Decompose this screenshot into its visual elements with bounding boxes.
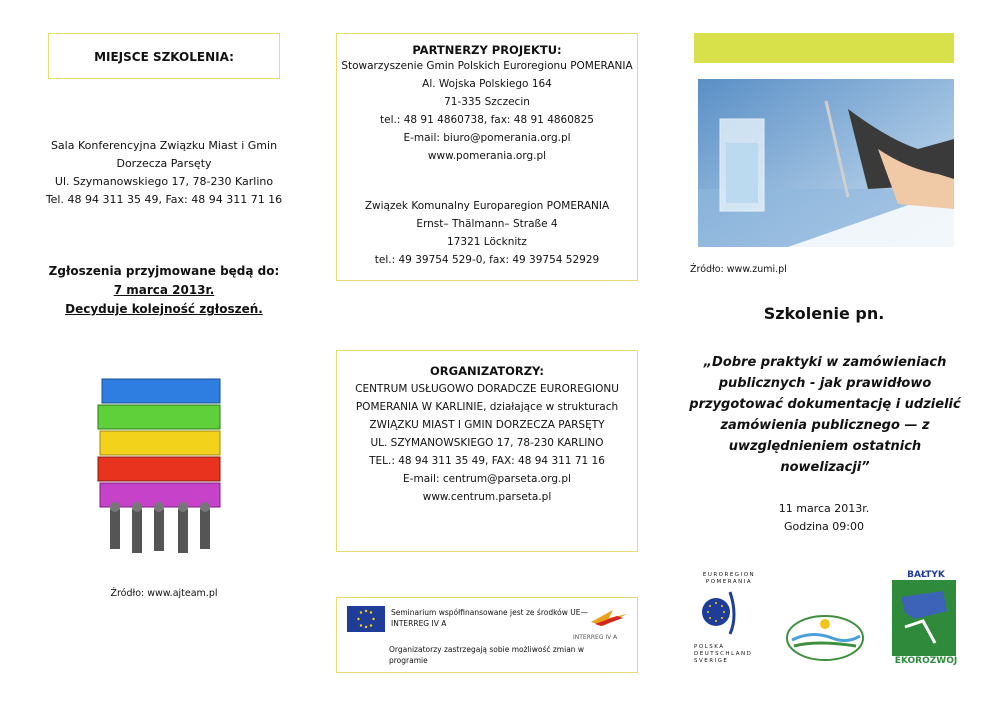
- training-date: 11 marca 2013r.: [778, 502, 870, 515]
- venue-heading-box: [48, 33, 280, 79]
- training-heading: Szkolenie pn.: [763, 304, 885, 323]
- yellow-accent-bar: [694, 33, 954, 63]
- country-label: POLSKA: [694, 644, 725, 650]
- organizers-line: E-mail: centrum@parseta.org.pl: [403, 473, 571, 485]
- parseta-logo: [782, 604, 868, 666]
- organizers-line: www.centrum.parseta.pl: [422, 491, 552, 503]
- partner1-line: Al. Wojska Polskiego 164: [422, 78, 552, 90]
- pomerania-label: POMERANIA: [705, 579, 753, 585]
- organizers-heading: ORGANIZATORZY:: [430, 364, 544, 378]
- organizers-line: TEL.: 48 94 311 35 49, FAX: 48 94 311 71 16: [369, 455, 605, 467]
- partner2-details: [337, 197, 637, 269]
- funding-box: [336, 597, 638, 673]
- venue-address: [30, 137, 298, 209]
- partner2-line: 17321 Löcknitz: [447, 236, 527, 248]
- venue-line: Dorzecza Parsęty: [116, 157, 212, 170]
- organizers-box: [336, 350, 638, 552]
- country-label: DEUTSCHLAND: [694, 651, 753, 657]
- training-title: [680, 352, 970, 478]
- partners-box: [336, 33, 638, 281]
- registration-note: Decyduje kolejność zgłoszeń.: [65, 302, 263, 316]
- training-title-line: przygotować dokumentację i udzielić: [689, 397, 961, 412]
- partner1-line: www.pomerania.org.pl: [427, 150, 547, 162]
- funding-line: Seminarium współfinansowane jest ze środków UE—: [391, 608, 589, 617]
- training-title-line: publicznych - jak prawidłowo: [718, 376, 932, 391]
- eu-flag-icon: [347, 606, 385, 632]
- venue-line: Sala Konferencyjna Związku Miast i Gmin: [50, 139, 278, 152]
- partner1-line: Stowarzyszenie Gmin Polskich Euroregionu POMERANIA: [341, 60, 633, 72]
- venue-line: Tel. 48 94 311 35 49, Fax: 48 94 311 71 16: [45, 193, 283, 206]
- disclaimer-text: [389, 644, 584, 666]
- signing-document-image: [698, 79, 954, 247]
- training-time: Godzina 09:00: [784, 520, 864, 533]
- signing-image-source: Źródło: www.zumi.pl: [690, 264, 787, 275]
- venue-heading: MIEJSCE SZKOLENIA:: [94, 50, 234, 64]
- partner2-line: Związek Komunalny Europaregion POMERANIA: [364, 200, 610, 212]
- partner1-line: tel.: 48 91 4860738, fax: 48 91 4860825: [380, 114, 594, 126]
- organizers-line: UL. SZYMANOWSKIEGO 17, 78-230 KARLINO: [370, 437, 604, 449]
- funding-text: [391, 607, 588, 629]
- regionu-label: REGIONU: [945, 586, 955, 629]
- baltyk-ekorozwoj-logo: [890, 570, 962, 674]
- partners-heading: PARTNERZY PROJEKTU:: [412, 43, 562, 57]
- registration-date: 7 marca 2013r.: [113, 283, 215, 297]
- disclaimer-line: Organizatorzy zastrzegają sobie możliwość zmian w: [389, 645, 585, 654]
- baltyk-label: BAŁTYK: [907, 570, 945, 580]
- organizers-line: ZWIĄZKU MIAST I GMIN DORZECZA PARSĘTY: [369, 419, 605, 431]
- binders-stack-image: [92, 375, 232, 555]
- training-title-line: „Dobre praktyki w zamówieniach: [703, 355, 947, 370]
- organizers-line: POMERANIA W KARLINIE, działające w strukturach: [355, 401, 619, 413]
- partner1-details: [337, 57, 637, 165]
- partner2-line: tel.: 49 39754 529-0, fax: 49 39754 52929: [374, 254, 600, 266]
- partner1-line: E-mail: biuro@pomerania.org.pl: [403, 132, 571, 144]
- organizers-line: CENTRUM USŁUGOWO DORADCZE EUROREGIONU: [355, 383, 619, 395]
- funding-line: INTERREG IV A: [391, 619, 447, 628]
- organizers-details: [337, 380, 637, 506]
- interreg-label: INTERREG IV A: [573, 634, 618, 641]
- training-title-line: uwzględnieniem ostatnich: [728, 439, 922, 454]
- euroregion-label: EUROREGION: [702, 572, 756, 578]
- partner1-line: 71-335 Szczecin: [444, 96, 530, 108]
- ekorozwoj-label: EKOROZWÓJ: [894, 656, 958, 666]
- training-title-line: nowelizacji”: [780, 460, 870, 475]
- euroregion-pomerania-logo: [694, 572, 764, 677]
- country-label: SVERIGE: [694, 658, 729, 664]
- registration-info: [30, 262, 298, 319]
- registration-deadline-label: Zgłoszenia przyjmowane będą do:: [48, 264, 280, 278]
- binders-image-source: Źródło: www.ajteam.pl: [110, 588, 218, 599]
- partner2-line: Ernst– Thälmann– Straße 4: [416, 218, 558, 230]
- disclaimer-line: programie: [389, 656, 428, 665]
- training-title-line: zamówienia publicznego — z: [720, 418, 930, 433]
- training-schedule: [694, 500, 954, 536]
- venue-line: Ul. Szymanowskiego 17, 78-230 Karlino: [54, 175, 274, 188]
